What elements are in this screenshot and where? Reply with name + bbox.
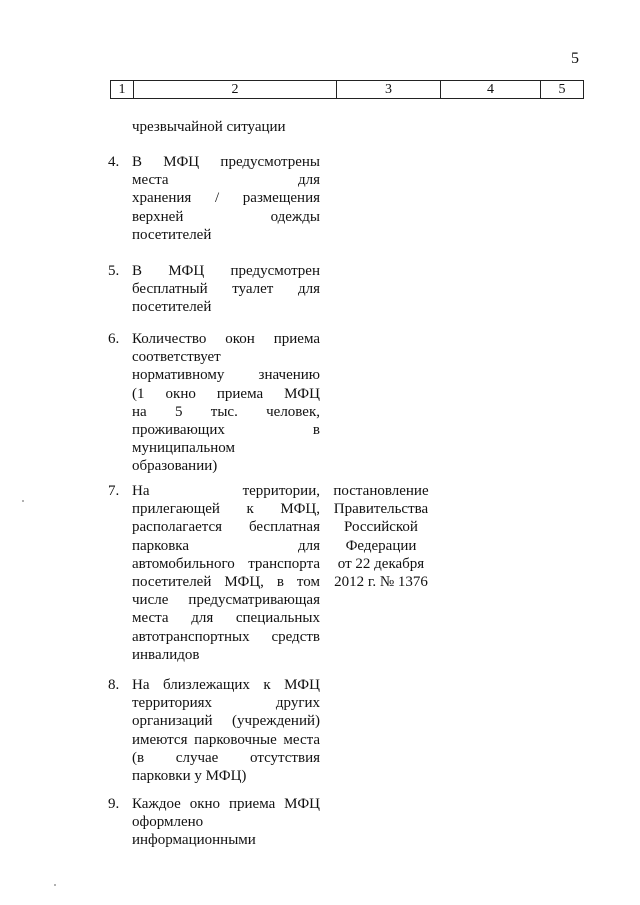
item-text	[132, 676, 320, 785]
header-col-3: 3	[385, 82, 392, 97]
item-text-line: места для специальных	[132, 610, 320, 627]
basis-line: 2012 г. № 1376	[334, 574, 428, 591]
item-text-line: места для	[132, 172, 320, 189]
item-text-line: Каждое окно приема МФЦ	[132, 796, 320, 812]
item-text-line: посетителей МФЦ, в том	[132, 574, 320, 591]
basis-line: постановление	[333, 483, 429, 499]
item-number: 4.	[108, 154, 120, 170]
item-text-line: парковка для	[132, 537, 320, 554]
page-number: 5	[571, 50, 579, 67]
header-col-5: 5	[558, 82, 566, 97]
item-text-line: информационными	[132, 832, 256, 849]
basis-line: Федерации	[345, 537, 417, 554]
item-text-line: автомобильного транспорта	[132, 555, 320, 572]
item-text-line: соответствует	[132, 349, 221, 366]
item-text-line: Количество окон приема	[132, 331, 320, 347]
basis-line: от 22 декабря	[337, 555, 425, 572]
item-text-line: посетителей	[132, 299, 212, 316]
item-text-line: нормативному значению	[132, 367, 320, 384]
item-text-line: образовании)	[132, 458, 218, 475]
item-number: 6.	[108, 331, 120, 347]
scan-speck	[22, 500, 24, 502]
item-text-line: числе предусматривающая	[132, 592, 320, 609]
item-text-line: (в случае отсутствия	[132, 749, 320, 766]
basis-line: Правительства	[333, 501, 429, 518]
item-text-line: верхней одежды	[132, 208, 320, 225]
item-7-basis	[331, 482, 431, 591]
continuation-text: чрезвычайной ситуации	[132, 119, 286, 135]
item-text-line: бесплатный туалет для	[132, 281, 320, 298]
item-number: 8.	[108, 677, 120, 693]
item-text-line: хранения / размещения	[132, 190, 320, 207]
header-col-2: 2	[231, 82, 239, 97]
item-text-line: прилегающей к МФЦ,	[132, 501, 320, 518]
item-text-line: муниципальном	[132, 440, 235, 457]
item-text-line: На территории,	[132, 483, 320, 499]
item-number: 5.	[108, 263, 120, 279]
item-text-line: на 5 тыс. человек,	[132, 403, 320, 420]
item-text-line: территориях других	[132, 695, 320, 712]
item-number: 7.	[108, 483, 120, 499]
scan-speck	[54, 884, 56, 886]
basis-line: Российской	[344, 519, 418, 536]
item-text-line: проживающих в	[132, 422, 320, 439]
item-text	[132, 153, 320, 244]
item-text	[132, 482, 320, 664]
item-number: 9.	[108, 796, 120, 812]
header-col-4: 4	[487, 82, 494, 97]
item-text-line: В МФЦ предусмотрены	[132, 154, 320, 170]
item-text-line: В МФЦ предусмотрен	[132, 263, 320, 279]
item-text-line: парковки у МФЦ)	[132, 768, 247, 785]
header-col-1: 1	[118, 82, 126, 97]
item-text-line: (1 окно приема МФЦ	[132, 385, 320, 402]
table-header-row	[110, 80, 584, 99]
item-text	[132, 330, 320, 476]
item-text	[132, 262, 320, 317]
item-text-line: имеются парковочные места	[132, 731, 320, 748]
item-text-line: организаций (учреждений)	[132, 713, 320, 730]
item-text-line: оформлено	[132, 814, 204, 831]
item-text-line: автотранспортных средств	[132, 628, 320, 645]
item-text-line: На близлежащих к МФЦ	[132, 677, 320, 693]
item-text	[132, 795, 320, 850]
item-text-line: располагается бесплатная	[132, 519, 320, 536]
item-text-line: инвалидов	[132, 646, 200, 663]
item-text-line: посетителей	[132, 226, 212, 243]
